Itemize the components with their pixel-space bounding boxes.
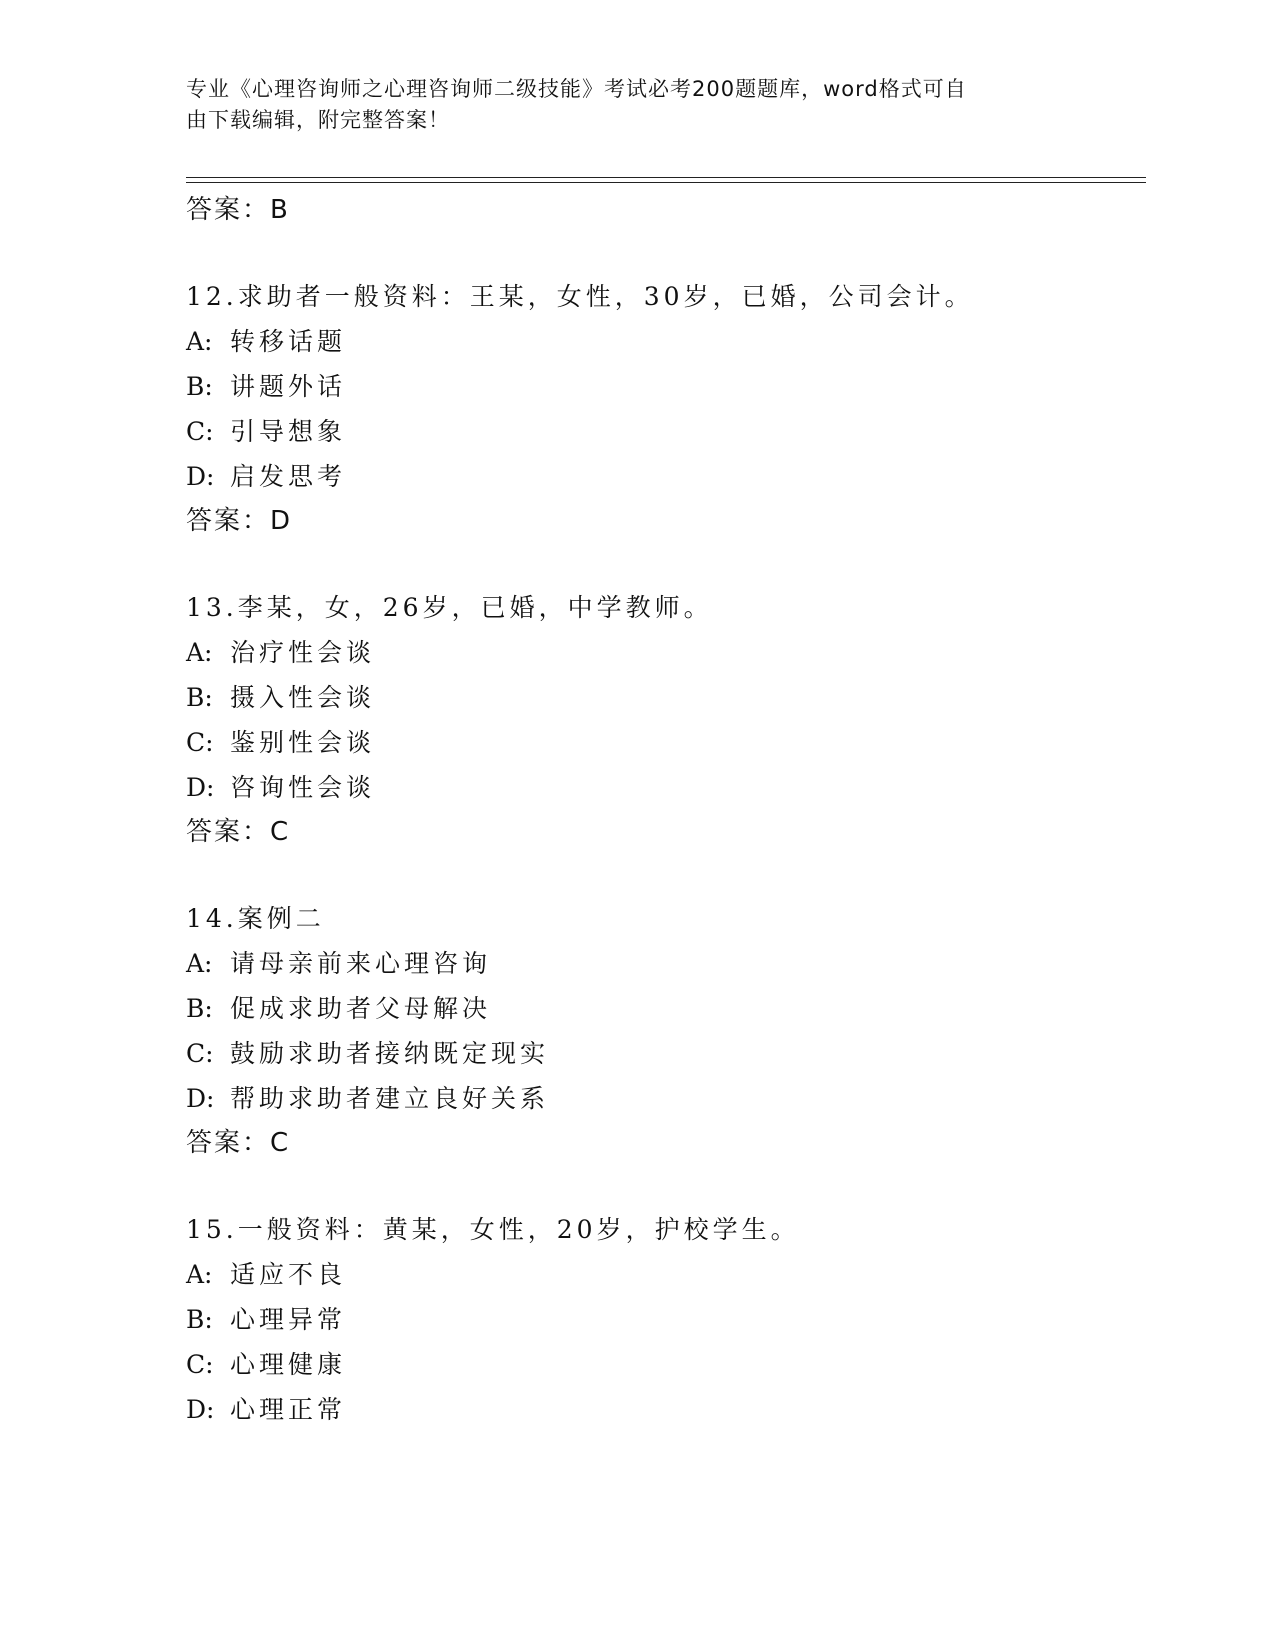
question-text: 13.李某，女，26岁，已婚，中学教师。 [186,593,713,622]
option-c [186,1031,1146,1076]
question-text: 12.求助者一般资料：王某，女性，30岁，已婚，公司会计。 [186,282,974,311]
option-text: 治疗性会谈 [230,638,376,667]
question-item [186,896,1146,1165]
header-line-2: 由下载编辑，附完整答案！ [186,108,450,132]
question-text: 14.案例二 [186,904,325,933]
option-label: D: [186,1084,215,1113]
header-line-1: 专业《心理咨询师之心理咨询师二级技能》考试必考200题题库，word格式可自 [186,77,967,101]
option-label: C: [186,1350,214,1379]
option-text: 讲题外话 [230,372,347,401]
option-label: B: [186,994,213,1023]
question-item [186,274,1146,543]
option-a [186,630,1146,675]
option-text: 请母亲前来心理咨询 [230,949,492,978]
option-label: D: [186,773,215,802]
option-a [186,1252,1146,1297]
header-divider-top [186,177,1146,178]
option-text: 引导想象 [230,417,347,446]
option-text: 转移话题 [230,327,347,356]
option-c [186,720,1146,765]
option-label: C: [186,728,214,757]
option-d [186,454,1146,499]
option-text: 帮助求助者建立良好关系 [230,1084,550,1113]
option-label: B: [186,372,213,401]
document-header [186,74,1066,136]
option-label: B: [186,1305,213,1334]
option-text: 启发思考 [230,462,347,491]
option-label: A: [186,1260,213,1289]
option-label: D: [186,462,215,491]
option-d [186,1076,1146,1121]
answer-line: 答案：C [186,817,291,847]
option-text: 心理健康 [230,1350,347,1379]
option-b [186,1297,1146,1342]
header-divider-bottom [186,182,1146,183]
answer-line: 答案：D [186,506,293,536]
option-d [186,1387,1146,1432]
option-text: 摄入性会谈 [230,683,376,712]
option-b [186,364,1146,409]
option-text: 适应不良 [230,1260,347,1289]
answer-line: 答案：B [186,195,290,225]
option-a [186,941,1146,986]
option-label: D: [186,1395,215,1424]
option-label: C: [186,417,214,446]
option-d [186,765,1146,810]
option-label: B: [186,683,213,712]
option-b [186,675,1146,720]
option-b [186,986,1146,1031]
question-item [186,1207,1146,1432]
option-label: A: [186,949,213,978]
option-text: 促成求助者父母解决 [230,994,492,1023]
option-text: 鼓励求助者接纳既定现实 [230,1039,550,1068]
option-label: C: [186,1039,214,1068]
option-text: 心理异常 [230,1305,347,1334]
question-item [186,585,1146,854]
option-label: A: [186,327,213,356]
option-c [186,1342,1146,1387]
question-list [186,188,1146,1432]
option-c [186,409,1146,454]
option-label: A: [186,638,213,667]
option-text: 鉴别性会谈 [230,728,376,757]
option-text: 心理正常 [230,1395,347,1424]
option-text: 咨询性会谈 [230,773,376,802]
option-a [186,319,1146,364]
answer-line: 答案：C [186,1128,291,1158]
question-text: 15.一般资料：黄某，女性，20岁，护校学生。 [186,1215,800,1244]
